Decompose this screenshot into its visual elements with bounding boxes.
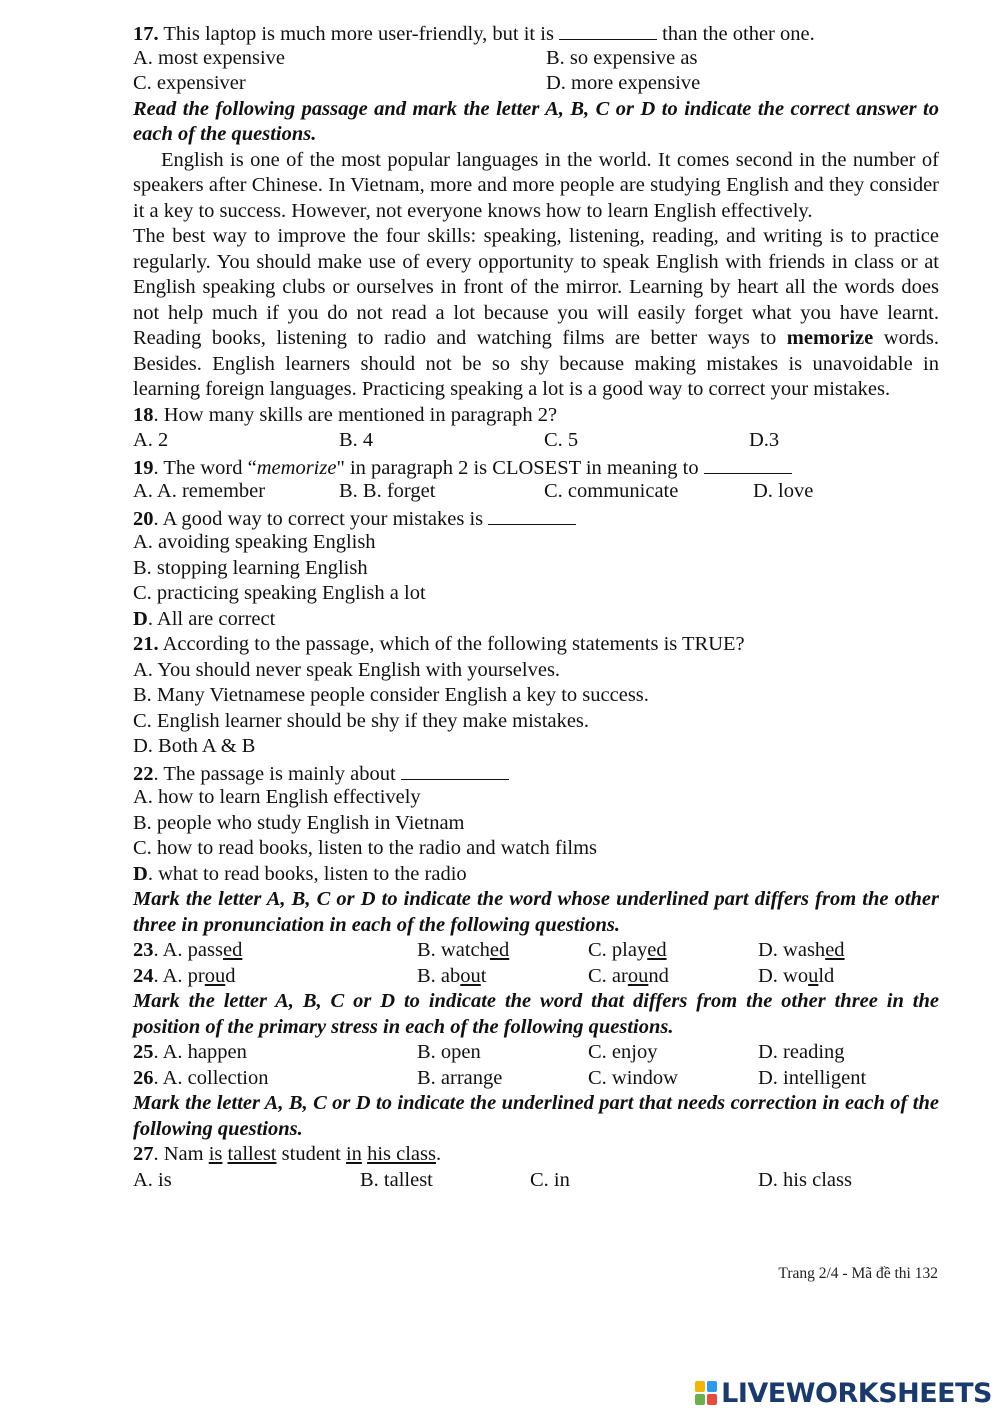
option-d[interactable]: D. what to read books, listen to the radio [133,862,467,885]
question-number: 24 [133,964,154,987]
options-row [133,46,939,72]
question-text: . A good way to correct your mistakes is [153,507,489,530]
option-b[interactable]: B. people who study English in Vietnam [133,811,465,834]
option-d[interactable]: D. his class [758,1168,852,1191]
options-row [133,479,939,505]
option-b[interactable]: B. B. forget [339,480,436,502]
answer-blank[interactable] [488,505,576,525]
option-a[interactable]: A. how to learn English effectively [133,786,421,808]
question-number: 18 [133,403,154,426]
option-a[interactable]: . A. happen [153,1041,247,1063]
option-a[interactable]: A. 2 [133,429,169,451]
option-a[interactable]: A. You should never speak English with yourselves. [133,658,561,681]
question-number: 22 [133,762,154,785]
question-17 [133,20,939,46]
question-number: 26 [133,1066,154,1089]
worksheet-page [133,20,939,1193]
option-c[interactable]: C. around [588,964,669,987]
option-d[interactable]: D. love [753,480,814,502]
question-text: than the other one. [657,23,815,45]
option-b[interactable]: B. Many Vietnamese people consider English a key to success. [133,684,649,706]
option-b[interactable]: B. arrange [417,1066,503,1089]
page-footer: Trang 2/4 - Mã đề thi 132 [778,1265,938,1282]
option-d[interactable]: D. washed [758,939,845,961]
question-number: 21. [133,633,159,655]
option-c[interactable]: C. window [588,1066,678,1089]
question-text: According to the passage, which of the following statements is TRUE? [158,633,745,655]
option-a[interactable]: . A. passed [153,939,243,961]
options-row [133,71,939,97]
question-26 [133,1066,939,1092]
question-number: 17. [133,23,159,45]
option-c[interactable]: C. in [530,1168,570,1191]
liveworksheets-logo[interactable] [695,1377,992,1409]
option-d[interactable]: D. reading [758,1041,845,1063]
option-a[interactable]: A. avoiding speaking English [133,531,376,553]
question-24 [133,964,939,990]
answer-blank[interactable] [559,20,657,40]
question-text: This laptop is much more user-friendly, but it is [158,23,560,45]
answer-blank[interactable] [401,760,509,780]
reading-instruction: Read the following passage and mark the letter A, B, C or D to indicate the correct answer to each of the questions. [133,97,939,145]
option-b[interactable]: B. stopping learning English [133,556,368,579]
question-number: 23 [133,939,154,961]
liveworksheets-icon [695,1381,717,1405]
option-a[interactable]: . A. proud [153,964,236,987]
error-instruction: Mark the letter A, B, C or D to indicate the underlined part that needs correction in each of the following questions. [133,1092,939,1140]
option-a[interactable]: A. is [133,1168,172,1191]
options-row [133,428,939,454]
option-d[interactable]: D. would [758,964,835,987]
option-d[interactable]: D. intelligent [758,1066,867,1089]
answer-blank[interactable] [704,454,792,474]
passage-paragraph-1: English is one of the most popular languages in the world. It comes second in the number of speakers after Chinese. In Vietnam, more and more people are studying English and they consider it a key to success. However, not everyone knows how to learn English effectively. [133,148,939,222]
option-c[interactable]: C. how to read books, listen to the radio and watch films [133,837,598,859]
question-number: 27 [133,1143,154,1165]
question-25 [133,1040,939,1066]
option-a[interactable]: . A. collection [153,1066,269,1089]
option-b[interactable]: B. watched [417,939,510,961]
question-23 [133,938,939,964]
option-b[interactable]: B. so expensive as [546,46,698,69]
option-d[interactable]: D.3 [749,429,780,451]
option-b[interactable]: B. 4 [339,429,374,451]
highlighted-word: memorize [786,327,874,349]
option-d[interactable]: D. more expensive [546,72,701,94]
option-c[interactable]: C. practicing speaking English a lot [133,582,426,604]
question-number: 19 [133,456,154,479]
option-b[interactable]: B. tallest [360,1168,433,1191]
option-c[interactable]: C. enjoy [588,1041,658,1063]
pronunciation-instruction: Mark the letter A, B, C or D to indicate the word whose underlined part differs from the other three in pronunciation in each of the following questions. [133,888,939,936]
question-text: . How many skills are mentioned in paragraph 2? [153,403,558,426]
option-a[interactable]: A. A. remember [133,480,266,502]
option-c[interactable]: C. played [588,939,667,961]
option-c[interactable]: C. 5 [544,429,579,451]
stress-instruction: Mark the letter A, B, C or D to indicate the word that differs from the other three in the position of the primary stress in each of the following questions. [133,990,939,1038]
question-number: 25 [133,1041,154,1063]
question-number: 20 [133,507,154,530]
option-c[interactable]: C. communicate [544,480,679,502]
options-row [133,1168,939,1194]
question-18 [133,403,939,429]
option-b[interactable]: B. about [417,964,487,987]
option-b[interactable]: B. open [417,1041,481,1063]
question-22 [133,760,939,786]
question-text: . The passage is mainly about [153,762,401,785]
question-20 [133,505,939,531]
question-21 [133,632,939,658]
option-d[interactable]: D. Both A & B [133,735,256,757]
brand-name: LIVEWORKSHEETS [721,1377,992,1409]
question-27: 27. Nam is tallest student in his class. [133,1143,442,1165]
passage-paragraph-2: The best way to improve the four skills: speaking, listening, reading, and writing is to practice regularly. You should make use of every opportunity to speak English with friends in class or at English speaking clubs or ourselves in front of the mirror. Learning by heart all the words does not help much if you do not read a lot because you will easily forget what you have learnt. Reading books, listening to radio and watching films are better ways to memorize words. Besides. English learners should not be so shy because making mistakes is unavoidable in learning foreign languages. Practicing speaking a lot is a good way to correct your mistakes. [133,225,940,400]
option-c[interactable]: C. English learner should be shy if they make mistakes. [133,709,590,732]
option-a[interactable]: A. most expensive [133,46,286,69]
option-c[interactable]: C. expensiver [133,72,246,94]
question-19: 19. The word “memorize" in paragraph 2 is CLOSEST in meaning to [133,454,939,480]
option-d[interactable]: D. All are correct [133,607,276,630]
